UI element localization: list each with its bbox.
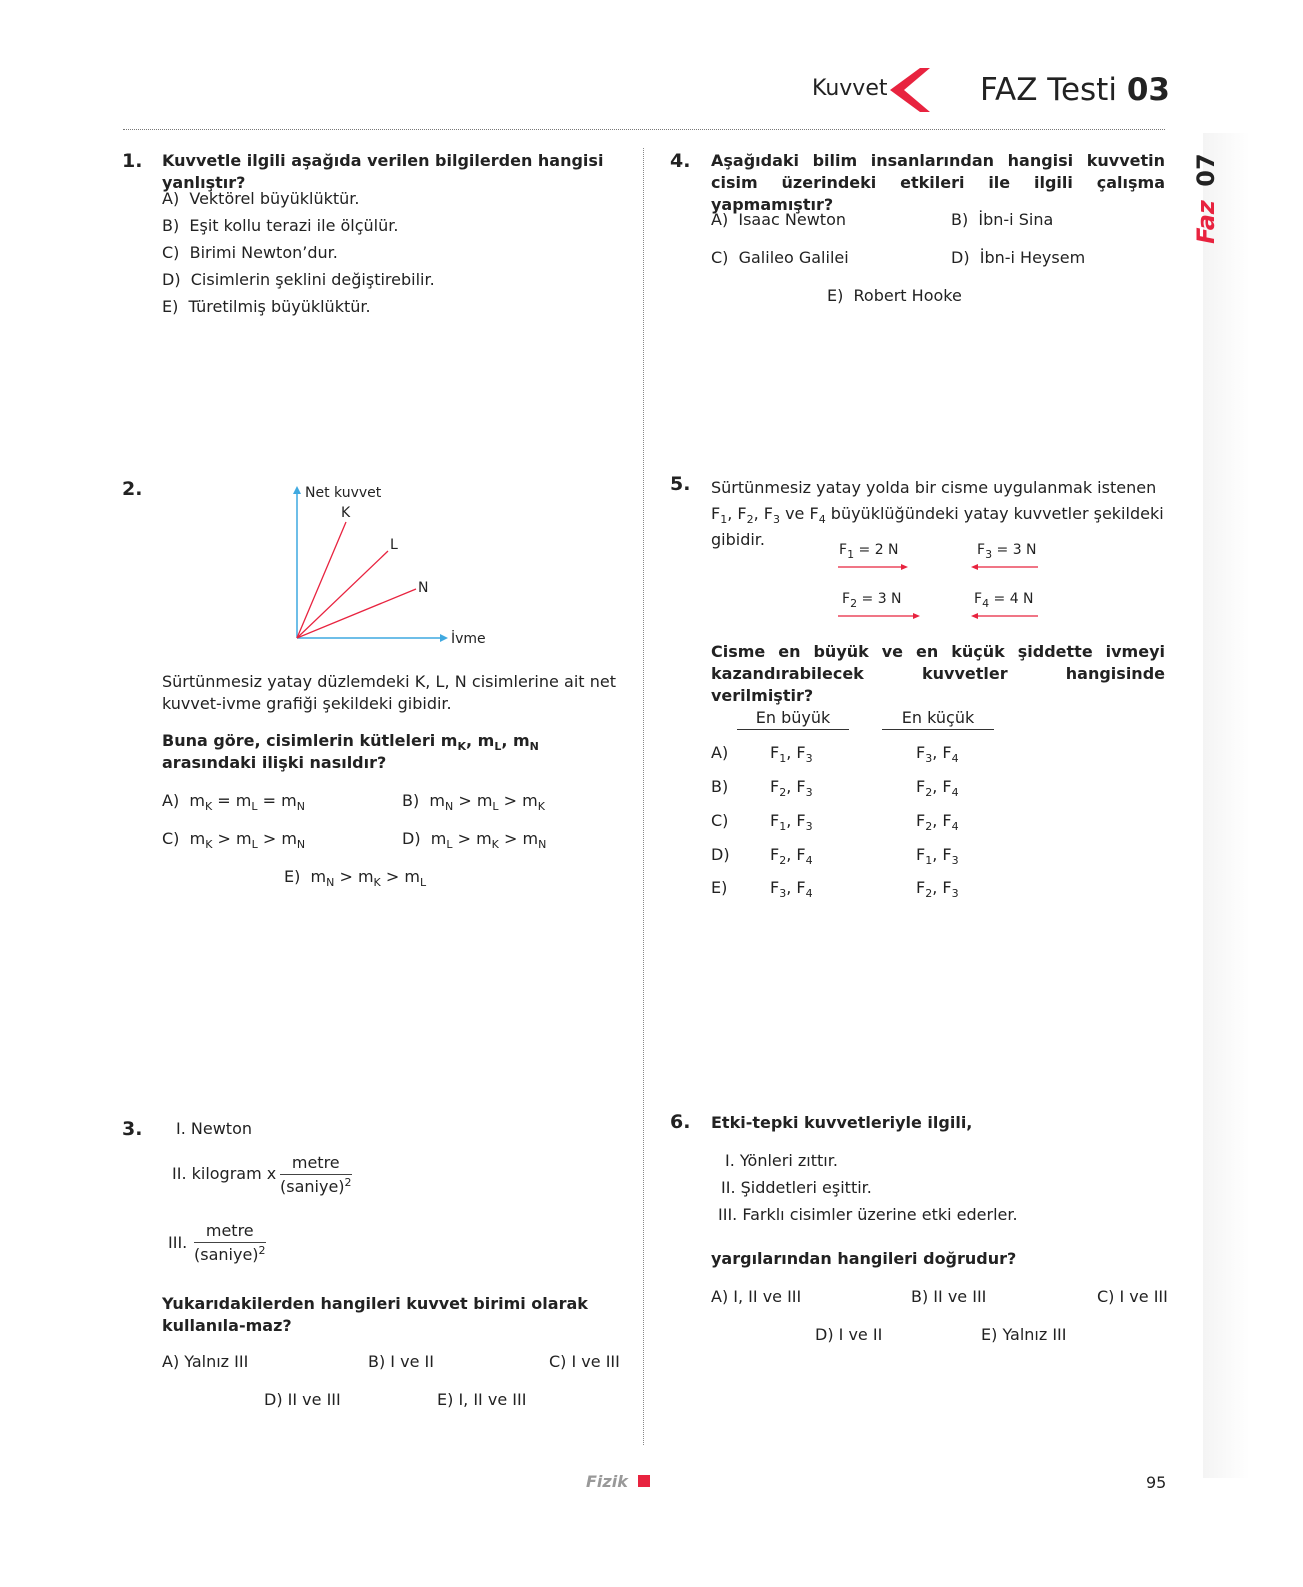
sub: K	[537, 800, 545, 813]
sub: 4	[951, 820, 959, 833]
sub: 1	[779, 752, 787, 765]
sub: L	[494, 740, 502, 753]
sep: ,	[786, 845, 792, 864]
sep: ,	[466, 731, 473, 750]
sym: m	[310, 867, 327, 886]
graph-label-k: K	[341, 505, 351, 521]
sub: 4	[951, 786, 959, 799]
sym: >	[262, 829, 277, 848]
option-text: Birimi Newton’dur.	[189, 243, 338, 262]
sym: F	[770, 743, 780, 762]
fraction-denominator	[280, 1175, 352, 1196]
sub: 3	[951, 854, 959, 867]
force-value: = 3 N	[996, 542, 1037, 558]
sub: 3	[925, 752, 933, 765]
and-word: ve	[785, 504, 805, 523]
sym: F	[796, 878, 806, 897]
q6-item-3: III. Farklı cisimler üzerine etki ederler.	[718, 1205, 1018, 1224]
sym: F	[796, 777, 806, 796]
option-letter: B)	[162, 216, 180, 235]
sub: K	[373, 876, 381, 889]
sym: =	[217, 791, 231, 810]
q2-option-d[interactable]	[402, 829, 546, 849]
option-letter: D)	[402, 829, 421, 848]
option-text: İbn-i Heysem	[979, 248, 1086, 267]
sub: 4	[951, 752, 959, 765]
force-value: = 4 N	[993, 591, 1034, 607]
option-min	[916, 777, 959, 797]
sub: 3	[951, 887, 959, 900]
q3-item-3-prefix: III.	[168, 1233, 188, 1252]
sub: 3	[805, 820, 813, 833]
fraction-denominator	[194, 1243, 266, 1264]
sym: m	[476, 791, 493, 810]
sub: 2	[925, 820, 933, 833]
sym: >	[217, 829, 231, 848]
option-letter: C)	[162, 829, 180, 848]
sub: 2	[925, 786, 933, 799]
page-number: 95	[1146, 1473, 1167, 1492]
sym: F	[942, 777, 952, 796]
sub: 2	[925, 887, 933, 900]
q2-question-end: arasındaki ilişki nasıldır?	[162, 753, 387, 772]
sep: ,	[932, 777, 938, 796]
q2-option-a[interactable]	[162, 791, 305, 811]
sym: F	[796, 811, 806, 830]
sub: 3	[772, 513, 780, 526]
q5-col-max-header: En büyük	[737, 708, 849, 730]
q5-number: 5.	[670, 473, 691, 495]
sym: >	[457, 829, 471, 848]
option-text: Vektörel büyüklüktür.	[189, 189, 360, 208]
column-divider	[643, 148, 644, 1445]
q6-option-c[interactable]: C) I ve III	[1097, 1287, 1168, 1306]
sep: ,	[932, 743, 938, 762]
option-letter: B)	[402, 791, 420, 810]
sym: F	[770, 811, 780, 830]
q6-option-b[interactable]: B) II ve III	[911, 1287, 987, 1306]
q1-option-c[interactable]	[162, 243, 338, 263]
graph-y-label: Net kuvvet	[305, 485, 382, 501]
sym: m	[189, 791, 205, 810]
sym: F	[839, 542, 848, 558]
sub: 1	[779, 820, 787, 833]
sub: N	[538, 838, 547, 851]
q6-option-d[interactable]: D) I ve II	[815, 1325, 883, 1344]
option-text: Galileo Galilei	[738, 248, 849, 267]
q3-option-a[interactable]: A) Yalnız III	[162, 1352, 249, 1371]
option-letter: B)	[951, 210, 969, 229]
sym: F	[770, 878, 780, 897]
sep: ,	[786, 811, 792, 830]
q1-option-e[interactable]	[162, 297, 371, 317]
q6-item-2: II. Şiddetleri eşittir.	[721, 1178, 872, 1197]
q3-number: 3.	[122, 1118, 143, 1140]
sep: ,	[932, 845, 938, 864]
q5-intro	[711, 475, 1167, 553]
sub: 4	[805, 854, 813, 867]
sub: K	[457, 740, 466, 753]
sym: >	[385, 867, 400, 886]
sym: F	[842, 591, 851, 607]
q1-option-d[interactable]	[162, 270, 435, 290]
force-acceleration-graph	[280, 480, 500, 655]
q4-option-a[interactable]	[711, 210, 846, 230]
force-value: = 2 N	[858, 542, 899, 558]
denominator-text: (saniye)	[280, 1177, 345, 1196]
option-text: Türetilmiş büyüklüktür.	[188, 297, 371, 316]
q4-stem: Aşağıdaki bilim insanlarından hangisi kuvvetin cisim üzerindeki etkileri ile ilgili çalışma yapmamıştır?	[711, 151, 1165, 214]
sym: m	[357, 867, 374, 886]
graph-label-l: L	[390, 537, 398, 553]
side-tab	[1203, 133, 1250, 1478]
sym: m	[522, 791, 538, 810]
sym: F	[977, 542, 986, 558]
footer-subject: Fizik	[586, 1472, 628, 1491]
denominator-text: (saniye)	[194, 1245, 259, 1264]
option-text: Cisimlerin şeklini değiştirebilir.	[190, 270, 435, 289]
option-letter: E)	[711, 878, 728, 897]
q1-number: 1.	[122, 150, 143, 172]
q6-option-a[interactable]: A) I, II ve III	[711, 1287, 802, 1306]
sym: m	[281, 829, 297, 848]
q6-option-e[interactable]: E) Yalnız III	[981, 1325, 1067, 1344]
exponent: 2	[258, 1244, 266, 1257]
sym: m	[235, 791, 252, 810]
sym: m	[513, 731, 530, 750]
option-letter: A)	[162, 189, 180, 208]
q5-intro-end: büyüklüğündeki yatay kuvvetler şekildeki gibidir.	[711, 504, 1164, 549]
sub: K	[204, 800, 213, 813]
option-text: Eşit kollu terazi ile ölçülür.	[189, 216, 399, 235]
sub: K	[205, 838, 213, 851]
sym: F	[770, 845, 780, 864]
sym: F	[916, 811, 926, 830]
sym: F	[737, 504, 747, 523]
sym: m	[522, 829, 539, 848]
option-letter: E)	[284, 867, 301, 886]
sep: ,	[932, 811, 938, 830]
sub: 4	[982, 597, 990, 610]
test-number: 03	[1126, 72, 1170, 108]
faz-logo: Faz	[1192, 200, 1220, 244]
option-letter: C)	[711, 811, 729, 830]
sub: L	[251, 800, 258, 813]
force-f3-label	[977, 542, 1037, 561]
sym: m	[477, 731, 495, 750]
sub: 3	[985, 548, 993, 561]
sym: F	[916, 777, 926, 796]
q3-option-c[interactable]: C) I ve III	[549, 1352, 620, 1371]
q4-number: 4.	[670, 150, 691, 172]
q3-option-e[interactable]: E) I, II ve III	[437, 1390, 527, 1409]
force-value: = 3 N	[861, 591, 902, 607]
footer-square-icon	[638, 1475, 650, 1487]
option-letter: D)	[711, 845, 730, 864]
sub: 2	[850, 597, 858, 610]
option-text: Robert Hooke	[853, 286, 962, 305]
sub: 1	[720, 513, 728, 526]
q2-question	[162, 730, 616, 774]
q1-option-a[interactable]	[162, 189, 359, 209]
option-min	[916, 845, 959, 865]
sep: ,	[727, 504, 733, 523]
option-letter: B)	[711, 777, 729, 796]
force-f1-label	[839, 542, 899, 561]
option-letter: E)	[827, 286, 844, 305]
q3-item-3-fraction	[194, 1221, 266, 1264]
header-topic: Kuvvet	[812, 76, 888, 101]
q3-option-b[interactable]: B) I ve II	[368, 1352, 434, 1371]
sym: F	[942, 811, 952, 830]
q3-option-d[interactable]: D) II ve III	[264, 1390, 341, 1409]
sub: 2	[779, 786, 787, 799]
option-max	[770, 777, 813, 797]
sub: L	[492, 800, 499, 813]
sub: 2	[779, 854, 787, 867]
option-letter: A)	[711, 743, 729, 762]
option-letter: E)	[162, 297, 179, 316]
chevron-left-icon	[890, 68, 932, 112]
sym: m	[429, 791, 445, 810]
sep: ,	[932, 878, 938, 897]
sym: m	[430, 829, 447, 848]
header-divider	[123, 129, 1165, 130]
sub: N	[444, 800, 454, 813]
q3-question: Yukarıdakilerden hangileri kuvvet birimi olarak kullanıla-maz?	[162, 1294, 588, 1335]
option-letter: C)	[162, 243, 180, 262]
sym: F	[916, 878, 926, 897]
q4-option-c[interactable]	[711, 248, 849, 268]
option-letter: C)	[711, 248, 729, 267]
sub: L	[446, 838, 453, 851]
sub: K	[491, 838, 499, 851]
sym: m	[404, 867, 420, 886]
q2-question-start: Buna göre, cisimlerin kütleleri m	[162, 731, 458, 750]
graph-label-n: N	[418, 580, 429, 596]
sym: F	[796, 845, 806, 864]
q6-stem: Etki-tepki kuvvetleriyle ilgili,	[711, 1113, 973, 1132]
sym: F	[796, 743, 806, 762]
fraction-numerator: metre	[194, 1221, 266, 1243]
sym: >	[503, 829, 518, 848]
q4-option-b[interactable]	[951, 210, 1053, 230]
q5-question: Cisme en büyük ve en küçük şiddette ivmeyi kazandırabilecek kuvvetler hangisinde verilmiştir?	[711, 642, 1165, 705]
q2-number: 2.	[122, 478, 143, 500]
q6-number: 6.	[670, 1111, 691, 1133]
sub: L	[251, 838, 258, 851]
option-max	[770, 743, 813, 763]
side-tab-number: 07	[1192, 153, 1220, 187]
sep: ,	[501, 731, 508, 750]
sym: F	[916, 845, 926, 864]
sym: F	[942, 743, 952, 762]
sym: F	[942, 878, 952, 897]
test-title	[980, 72, 1170, 108]
sym: >	[339, 867, 353, 886]
option-max	[770, 811, 813, 831]
fraction-numerator: metre	[280, 1153, 352, 1175]
q4-option-e[interactable]	[827, 286, 962, 306]
sep: ,	[786, 777, 792, 796]
exponent: 2	[344, 1176, 352, 1189]
q1-stem: Kuvvetle ilgili aşağıda verilen bilgilerden hangisi yanlıştır?	[162, 151, 604, 192]
q6-question: yargılarından hangileri doğrudur?	[711, 1249, 1017, 1268]
q2-option-c[interactable]	[162, 829, 305, 849]
q5-intro-start: Sürtünmesiz yatay yolda bir cisme uygulanmak istenen F	[711, 478, 1157, 523]
option-letter: A)	[711, 210, 729, 229]
option-letter: A)	[162, 791, 180, 810]
graph-line-l	[297, 551, 388, 638]
sym: F	[809, 504, 819, 523]
sym: m	[281, 791, 297, 810]
q5-col-min-header: En küçük	[882, 708, 994, 730]
sym: m	[236, 829, 252, 848]
q6-item-1: I. Yönleri zıttır.	[725, 1151, 838, 1170]
test-title-label: FAZ Testi	[980, 72, 1117, 108]
sub: 1	[847, 548, 855, 561]
q4-option-d[interactable]	[951, 248, 1085, 268]
option-min	[916, 743, 959, 763]
option-min	[916, 811, 959, 831]
q3-item-2-fraction	[280, 1153, 352, 1196]
force-arrows	[830, 560, 1050, 622]
sym: F	[974, 591, 983, 607]
q3-item-1: I. Newton	[176, 1119, 252, 1138]
sym: F	[942, 845, 952, 864]
sep: ,	[786, 743, 792, 762]
sub: 3	[805, 786, 813, 799]
sub: 2	[746, 513, 754, 526]
option-max	[770, 878, 813, 898]
option-letter: D)	[951, 248, 970, 267]
option-letter: D)	[162, 270, 181, 289]
sep: ,	[786, 878, 792, 897]
sym: >	[458, 791, 472, 810]
sub: 3	[779, 887, 787, 900]
option-text: Isaac Newton	[738, 210, 847, 229]
sym: F	[770, 777, 780, 796]
sub: N	[296, 838, 306, 851]
sub: 3	[805, 752, 813, 765]
option-text: İbn-i Sina	[978, 210, 1054, 229]
sym: F	[916, 743, 926, 762]
sub: N	[326, 876, 335, 889]
option-max	[770, 845, 813, 865]
sym: >	[503, 791, 518, 810]
sub: 1	[925, 854, 933, 867]
graph-x-label: İvme	[451, 631, 486, 647]
q2-option-e[interactable]	[284, 867, 426, 887]
q1-option-b[interactable]	[162, 216, 398, 236]
sub: N	[296, 800, 305, 813]
option-min	[916, 878, 959, 898]
sym: F	[763, 504, 773, 523]
sym: m	[189, 829, 206, 848]
sub: N	[529, 740, 539, 753]
sym: m	[476, 829, 492, 848]
q2-intro: Sürtünmesiz yatay düzlemdeki K, L, N cisimlerine ait net kuvvet-ivme grafiği şekildeki gibidir.	[162, 672, 616, 713]
sub: L	[419, 876, 427, 889]
q2-option-b[interactable]	[402, 791, 545, 811]
sub: 4	[805, 887, 813, 900]
q3-item-2-prefix: II. kilogram x	[172, 1164, 277, 1183]
sym: =	[262, 791, 276, 810]
sep: ,	[753, 504, 759, 523]
sub: 4	[818, 513, 826, 526]
